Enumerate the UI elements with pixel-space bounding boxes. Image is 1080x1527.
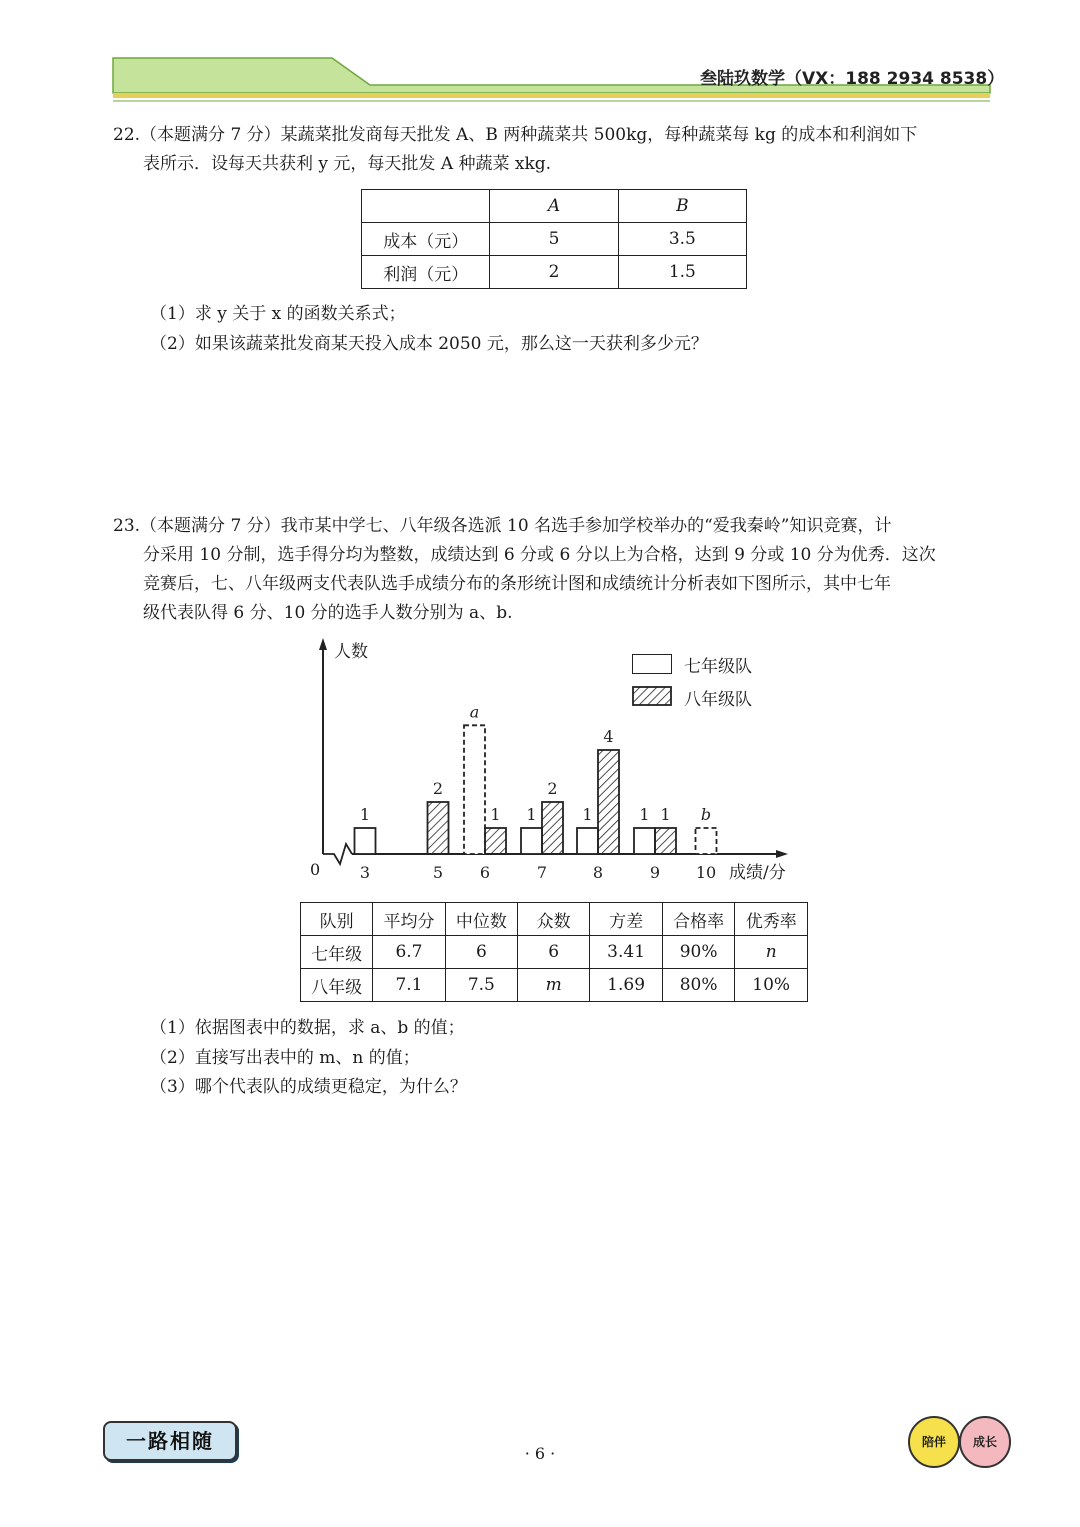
table-cell: 成本（元） bbox=[362, 223, 490, 256]
q23-part-2: （2）直接写出表中的 m、n 的值； bbox=[150, 1048, 420, 1068]
page-number: · 6 · bbox=[524, 1444, 556, 1463]
table-cell: 方差 bbox=[590, 903, 663, 936]
table-cell: 7.5 bbox=[445, 969, 517, 1002]
table-cell: 1.69 bbox=[590, 969, 663, 1002]
table-cell: 6 bbox=[518, 936, 590, 969]
bar-label-grade8-9: 1 bbox=[660, 805, 671, 824]
table-cell: 1.5 bbox=[618, 256, 746, 289]
bar-grade8-9 bbox=[655, 828, 676, 854]
q22-stem bbox=[113, 121, 1013, 179]
q23-part-3: （3）哪个代表队的成绩更稳定，为什么？ bbox=[150, 1077, 467, 1097]
bar-grade8-7 bbox=[542, 802, 563, 854]
bar-grade8-6 bbox=[485, 828, 506, 854]
table-cell bbox=[362, 190, 490, 223]
q23-line-2: 分采用 10 分制，选手得分均为整数，成绩达到 6 分或 6 分以上为合格，达到 9 分或 10 分为优秀．这次 bbox=[143, 545, 936, 565]
bar-label-grade7-3: 1 bbox=[359, 805, 371, 824]
bar-grade7-3 bbox=[355, 828, 376, 854]
table-cell: 合格率 bbox=[662, 903, 735, 936]
bar-grade8-8 bbox=[598, 750, 619, 854]
x-tick-label-9: 9 bbox=[649, 863, 661, 882]
table-row bbox=[301, 969, 808, 1002]
q23-stem bbox=[113, 512, 1013, 628]
table-cell: 3.5 bbox=[618, 223, 746, 256]
bar-label-grade7-6: a bbox=[469, 702, 480, 722]
bar-grade7-9 bbox=[634, 828, 655, 854]
table-cell: 七年级 bbox=[301, 936, 373, 969]
table-cell: 6 bbox=[445, 936, 517, 969]
table-cell: m bbox=[518, 969, 590, 1002]
seal-right: 成长 bbox=[959, 1416, 1011, 1468]
header-band bbox=[0, 0, 1080, 120]
x-tick-label-6: 6 bbox=[479, 863, 491, 882]
bar-grade7-6 bbox=[464, 725, 485, 854]
q23-part-1: （1）依据图表中的数据，求 a、b 的值； bbox=[150, 1018, 465, 1038]
bar-label-grade8-7: 2 bbox=[547, 779, 558, 798]
bar-label-grade7-8: 1 bbox=[582, 805, 593, 824]
brand-title: 叁陆玖数学（VX：188 2934 8538） bbox=[700, 69, 1005, 89]
table-cell: 5 bbox=[490, 223, 618, 256]
bar-label-grade8-6: 1 bbox=[490, 805, 501, 824]
footer-tag bbox=[103, 1421, 237, 1461]
bar-label-grade7-7: 1 bbox=[526, 805, 537, 824]
table-cell: 3.41 bbox=[590, 936, 663, 969]
table-cell: 中位数 bbox=[445, 903, 517, 936]
bar-grade7-10 bbox=[696, 828, 717, 854]
table-cell: 队别 bbox=[301, 903, 373, 936]
table-row bbox=[362, 223, 747, 256]
chart-origin-label: 0 bbox=[310, 860, 321, 879]
table-cell: 7.1 bbox=[373, 969, 445, 1002]
q22-table bbox=[361, 189, 747, 289]
legend-item-grade7 bbox=[632, 652, 832, 676]
table-cell: 80% bbox=[662, 969, 735, 1002]
q22-part-2: （2）如果该蔬菜批发商某天投入成本 2050 元，那么这一天获利多少元？ bbox=[150, 334, 708, 354]
table-cell: 平均分 bbox=[373, 903, 445, 936]
table-row bbox=[301, 936, 808, 969]
x-tick-label-10: 10 bbox=[695, 863, 717, 882]
q22-part-1: （1）求 y 关于 x 的函数关系式； bbox=[150, 304, 406, 324]
table-cell: 八年级 bbox=[301, 969, 373, 1002]
table-cell: A bbox=[490, 190, 618, 223]
footer-tag-label: 一路相随 bbox=[126, 1429, 214, 1453]
q23-table bbox=[300, 902, 808, 1002]
x-tick-label-3: 3 bbox=[359, 863, 371, 882]
x-tick-label-5: 5 bbox=[432, 863, 444, 882]
chart-xlabel: 成绩/分 bbox=[729, 863, 786, 883]
bar-grade7-7 bbox=[521, 828, 542, 854]
legend-item-grade8 bbox=[632, 685, 832, 709]
x-tick-label-8: 8 bbox=[592, 863, 604, 882]
q23-line-4: 级代表队得 6 分、10 分的选手人数分别为 a、b. bbox=[143, 603, 513, 623]
table-cell: 2 bbox=[490, 256, 618, 289]
table-cell: 利润（元） bbox=[362, 256, 490, 289]
bar-grade7-8 bbox=[577, 828, 598, 854]
bar-label-grade7-10: b bbox=[700, 805, 712, 824]
table-cell: 众数 bbox=[518, 903, 590, 936]
table-header-row bbox=[301, 903, 808, 936]
chart-ylabel: 人数 bbox=[334, 642, 368, 662]
seal-left: 陪伴 bbox=[908, 1416, 960, 1468]
bar-label-grade7-9: 1 bbox=[639, 805, 650, 824]
table-header-row bbox=[362, 190, 747, 223]
legend-label: 八年级队 bbox=[684, 689, 752, 710]
bar-label-grade8-5: 2 bbox=[432, 779, 444, 798]
q23-line-1: 23.（本题满分 7 分）我市某中学七、八年级各选派 10 名选手参加学校举办的“爱我秦岭”知识竞赛，计 bbox=[113, 516, 892, 536]
bar-grade8-5 bbox=[428, 802, 449, 854]
table-row bbox=[362, 256, 747, 289]
q23-line-3: 竞赛后，七、八年级两支代表队选手成绩分布的条形统计图和成绩统计分析表如下图所示，其中七年 bbox=[143, 574, 891, 594]
table-cell: 6.7 bbox=[373, 936, 445, 969]
q22-line-1: 22.（本题满分 7 分）某蔬菜批发商每天批发 A、B 两种蔬菜共 500kg，每种蔬菜每 kg 的成本和利润如下 bbox=[113, 125, 918, 145]
table-cell: 优秀率 bbox=[735, 903, 808, 936]
bar-label-grade8-8: 4 bbox=[603, 727, 614, 746]
legend-swatch-open bbox=[632, 654, 672, 674]
x-tick-label-7: 7 bbox=[536, 863, 548, 882]
chart-legend bbox=[632, 652, 832, 709]
table-cell: n bbox=[735, 936, 808, 969]
q22-line-2: 表所示．设每天共获利 y 元，每天批发 A 种蔬菜 xkg. bbox=[143, 154, 552, 174]
legend-swatch-hatched bbox=[632, 686, 674, 708]
table-cell: B bbox=[618, 190, 746, 223]
table-cell: 90% bbox=[662, 936, 735, 969]
table-cell: 10% bbox=[735, 969, 808, 1002]
legend-label: 七年级队 bbox=[684, 656, 752, 677]
